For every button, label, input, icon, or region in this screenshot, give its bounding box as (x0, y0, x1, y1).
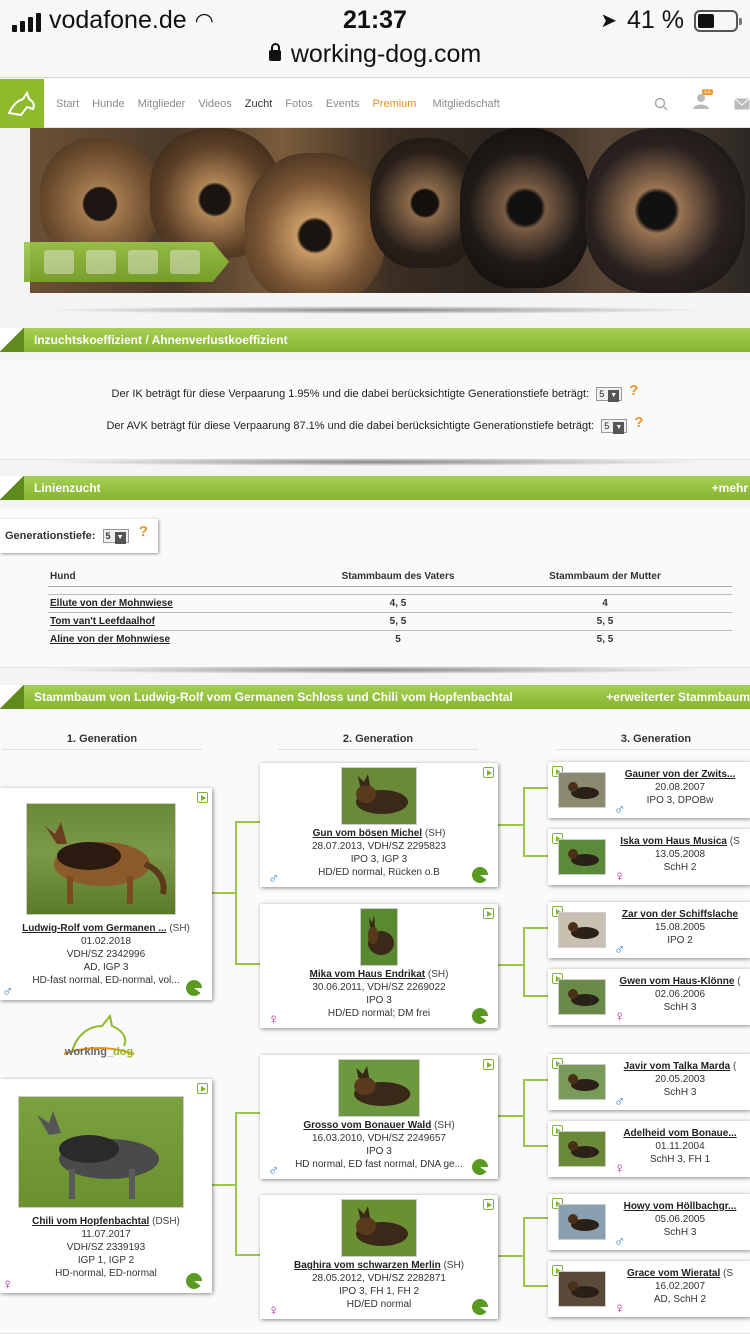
column-header: Stammbaum der Mutter (478, 568, 732, 586)
female-icon: ♀ (614, 1160, 626, 1177)
dog-card-gen3[interactable]: Javir vom Talka Marda ( 20.05.2003 SchH 3 ♂ (548, 1054, 750, 1110)
female-icon: ♀ (268, 1011, 280, 1028)
dog-name[interactable]: Adelheid vom Bonaue... (623, 1128, 737, 1139)
chevron-down-icon: ▼ (115, 532, 126, 544)
dog-name[interactable]: Ludwig-Rolf vom Germanen ... (22, 923, 167, 934)
dog-card-gen3[interactable]: Gwen vom Haus-Klönne ( 02.06.2006 SchH 3 ♀ (548, 969, 750, 1025)
nav-item-videos[interactable]: Videos (198, 98, 232, 110)
female-icon: ♀ (268, 1302, 280, 1319)
dog-name[interactable]: Gauner von der Zwits... (624, 769, 736, 780)
dog-card-gen2[interactable]: Grosso vom Bonauer Wald (SH) 16.03.2010, VDH/SZ 2249657 IPO 3 HD normal, ED fast normal, DNA ge... ♂ (260, 1055, 498, 1179)
dog-link[interactable]: Tom van't Leefdaalhof (50, 615, 155, 627)
chevron-down-icon: ▼ (613, 422, 624, 434)
dog-card-dam[interactable]: Chili vom Hopfenbachtal (DSH) 11.07.2017 VDH/SZ 2339193 IGP 1, IGP 2 HD-normal, ED-normal ♀ (0, 1079, 212, 1293)
mother-cell: 4 (478, 594, 732, 612)
gen-title-1: 1. Generation (2, 733, 202, 750)
dog-name[interactable]: Gun vom bösen Michel (312, 828, 423, 839)
dog-photo (558, 772, 606, 808)
avk-text: Der AVK beträgt für diese Verpaarung 87.1% und die dabei berücksichtigte Generationstiefe beträgt: (106, 420, 595, 432)
male-icon: ♂ (614, 1093, 626, 1110)
male-icon: ♂ (2, 983, 14, 1000)
dog-card-sire[interactable]: Ludwig-Rolf vom Germanen ... (SH) 01.02.2018 VDH/SZ 2342996 AD, IGP 3 HD-fast normal, ED-normal, vol... ♂ (0, 788, 212, 1000)
mother-cell: 5, 5 (478, 630, 732, 648)
dog-name[interactable]: Gwen vom Haus-Klönne (619, 976, 735, 987)
column-header: Hund (48, 568, 318, 586)
dog-photo (341, 1199, 417, 1257)
dog-photo (558, 979, 606, 1015)
gen-title-3: 3. Generation (556, 733, 750, 750)
dog-card-gen3[interactable]: Iska vom Haus Musica (S 13.05.2008 SchH 2 ♀ (548, 829, 750, 885)
dog-photo (558, 1271, 606, 1307)
female-icon: ♀ (2, 1276, 14, 1293)
dog-name[interactable]: Grosso vom Bonauer Wald (303, 1120, 432, 1131)
ik-section-title: Inzuchtskoeffizient / Ahnenverlustkoeffizient (34, 333, 288, 347)
chevron-down-icon: ▼ (608, 390, 619, 402)
play-icon[interactable] (483, 908, 494, 919)
avk-depth-select[interactable]: 5 ▼ (601, 419, 627, 433)
generation-depth-label: Generationstiefe: (5, 529, 96, 542)
nav-item-mitglieder[interactable]: Mitglieder (137, 98, 186, 110)
dog-card-gen2[interactable]: Gun vom bösen Michel (SH) 28.07.2013, VDH/SZ 2295823 IPO 3, IGP 3 HD/ED normal, Rücken o.B ♂ (260, 763, 498, 887)
nav-item-hunde[interactable]: Hunde (92, 98, 125, 110)
pedigree-title: Stammbaum von Ludwig-Rolf vom Germanen Schloss und Chili vom Hopfenbachtal (34, 690, 513, 704)
nav-item-premium[interactable]: Premium Mitgliedschaft (372, 98, 500, 110)
extended-pedigree-link[interactable]: +erweiterter Stammbaum (606, 690, 750, 704)
pedigree-tree-icon[interactable] (186, 980, 202, 996)
play-icon[interactable] (483, 1059, 494, 1070)
help-icon[interactable]: ? (138, 523, 148, 540)
female-icon: ♀ (614, 1008, 626, 1025)
url-text: working-dog.com (290, 40, 482, 68)
male-icon: ♂ (614, 941, 626, 958)
dog-name[interactable]: Mika vom Haus Endrikat (309, 969, 426, 980)
dog-name[interactable]: Iska vom Haus Musica (620, 836, 727, 847)
dog-card-gen2[interactable]: Baghira vom schwarzen Merlin (SH) 28.05.2012, VDH/SZ 2282871 IPO 3, FH 1, FH 2 HD/ED normal ♀ (260, 1195, 498, 1319)
help-icon[interactable]: ? (629, 382, 639, 399)
dog-card-gen3[interactable]: Grace vom Wieratal (S 16.02.2007 AD, SchH 2 ♀ (548, 1261, 750, 1317)
nav-item-fotos[interactable]: Fotos (285, 98, 313, 110)
carrier-label: vodafone.de (49, 6, 187, 34)
dog-photo (341, 767, 417, 825)
gen-title-2: 2. Generation (278, 733, 478, 750)
notification-badge: 12 (704, 89, 711, 95)
father-cell: 5, 5 (318, 612, 478, 630)
help-icon[interactable]: ? (634, 414, 644, 431)
pedigree-tree-icon[interactable] (472, 1008, 488, 1024)
working-dog-logo: working_dog (58, 1012, 140, 1072)
dog-name[interactable]: Zar von der Schiffslache (621, 909, 739, 920)
more-link[interactable]: +mehr (711, 481, 748, 495)
ik-depth-select[interactable]: 5 ▼ (596, 387, 622, 401)
dog-card-gen3[interactable]: Zar von der Schiffslache 15.08.2005 IPO 2 ♂ (548, 902, 750, 958)
dog-name[interactable]: Chili vom Hopfenbachtal (32, 1216, 150, 1227)
dog-link[interactable]: Ellute von der Mohnwiese (50, 597, 173, 609)
play-icon[interactable] (197, 792, 208, 803)
dog-card-gen3[interactable]: Adelheid vom Bonaue... 01.11.2004 SchH 3, FH 1 ♀ (548, 1121, 750, 1177)
dog-photo (338, 1059, 420, 1117)
mother-cell: 5, 5 (478, 612, 732, 630)
ik-text: Der IK beträgt für diese Verpaarung 1.95% und die dabei berücksichtigte Generationstiefe beträgt: (111, 388, 590, 400)
male-icon: ♂ (268, 870, 280, 887)
dog-card-gen2[interactable]: Mika vom Haus Endrikat (SH) 30.06.2011, VDH/SZ 2269022 IPO 3 HD/ED normal; DM frei ♀ (260, 904, 498, 1028)
dog-photo (558, 1131, 606, 1167)
nav-item-zucht[interactable]: Zucht (244, 98, 273, 110)
dog-photo (558, 839, 606, 875)
play-icon[interactable] (483, 1199, 494, 1210)
dog-name[interactable]: Howy vom Höllbachgr... (623, 1201, 737, 1212)
father-cell: 4, 5 (318, 594, 478, 612)
nav-item-start[interactable]: Start (56, 98, 80, 110)
female-icon: ♀ (614, 868, 626, 885)
male-icon: ♂ (268, 1162, 280, 1179)
male-icon: ♂ (614, 1233, 626, 1250)
dog-photo (558, 1204, 606, 1240)
pedigree-tree-icon[interactable] (186, 1273, 202, 1289)
battery-percent: 41 % (627, 6, 684, 34)
clock: 21:37 (343, 6, 407, 34)
dog-name[interactable]: Javir vom Talka Marda (623, 1061, 731, 1072)
wifi-icon: ◠ (194, 7, 214, 33)
pedigree-tree-icon[interactable] (472, 867, 488, 883)
pedigree-tree-icon[interactable] (472, 1299, 488, 1315)
dog-card-gen3[interactable]: Howy vom Höllbachgr... 05.06.2005 SchH 3 ♂ (548, 1194, 750, 1250)
dog-photo (26, 803, 176, 915)
linienzucht-title: Linienzucht (34, 481, 101, 495)
father-cell: 5 (318, 630, 478, 648)
nav-item-events[interactable]: Events (325, 98, 360, 110)
dog-photo (558, 1064, 606, 1100)
play-icon[interactable] (197, 1083, 208, 1094)
female-icon: ♀ (614, 1300, 626, 1317)
generation-depth-select[interactable]: 5 ▼ (103, 529, 129, 543)
dog-card-gen3[interactable]: Gauner von der Zwits... 20.08.2007 IPO 3, DPOBw ♂ (548, 762, 750, 818)
dog-name[interactable]: Baghira vom schwarzen Merlin (293, 1260, 441, 1271)
play-icon[interactable] (483, 767, 494, 778)
location-icon: ➤ (600, 10, 618, 32)
dog-link[interactable]: Aline von der Mohnwiese (50, 633, 171, 645)
dog-photo (558, 912, 606, 948)
dog-name[interactable]: Grace vom Wieratal (626, 1268, 721, 1279)
dog-photo (18, 1096, 184, 1208)
pedigree-tree-icon[interactable] (472, 1159, 488, 1175)
male-icon: ♂ (614, 801, 626, 818)
column-header: Stammbaum des Vaters (318, 568, 478, 586)
dog-photo (360, 908, 398, 966)
